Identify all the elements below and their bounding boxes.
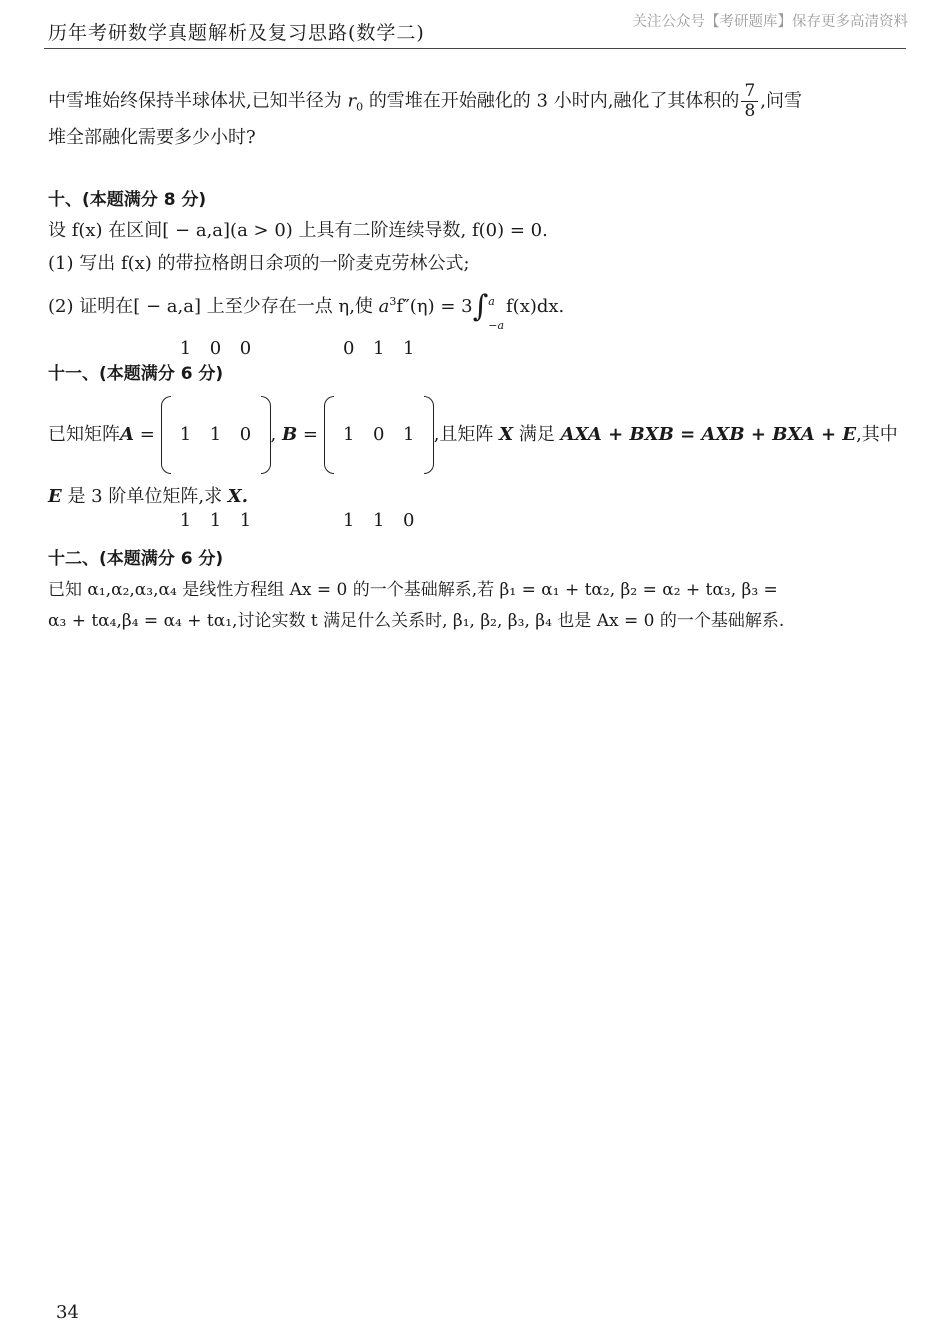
identity-matrix-symbol: E bbox=[48, 486, 62, 507]
matrix-cell: 0 bbox=[342, 338, 355, 359]
matrix-B-symbol: B bbox=[281, 424, 298, 445]
q10-line-3-c: f(x)dx. bbox=[506, 296, 565, 317]
header-watermark: 关注公众号【考研题库】保存更多高清资料 bbox=[632, 14, 908, 30]
q11-text-c: 满足 bbox=[513, 424, 561, 445]
matrix-B bbox=[324, 338, 434, 531]
prev-problem-line-1 bbox=[48, 82, 802, 121]
matrix-cell: 0 bbox=[209, 338, 222, 359]
matrix-cell: 0 bbox=[402, 510, 415, 531]
prev-text-a: 中雪堆始终保持半球体状,已知半径为 bbox=[48, 90, 342, 112]
matrix-B-right-paren bbox=[424, 396, 434, 474]
matrix-cell: 1 bbox=[372, 510, 385, 531]
matrix-cell: 1 bbox=[402, 338, 415, 359]
page-header-title: 历年考研数学真题解析及复习思路(数学二) bbox=[48, 22, 425, 44]
q10-line-1: 设 f(x) 在区间[ − a,a](a > 0) 上具有二阶连续导数, f(0) = 0. bbox=[48, 220, 548, 241]
integral-limits bbox=[488, 290, 505, 332]
fraction-seven-eighths bbox=[741, 82, 758, 121]
prev-problem-line-2: 堆全部融化需要多少小时? bbox=[48, 127, 256, 148]
prev-text-b: 的雪堆在开始融化的 3 小时内,融化了其体积的 bbox=[368, 90, 740, 112]
q11-heading: 十一、(本题满分 6 分) bbox=[48, 364, 224, 384]
q11-line-2-text: 是 3 阶单位矩阵,求 bbox=[61, 486, 228, 507]
fraction-denominator: 8 bbox=[744, 101, 756, 121]
radius-symbol: r bbox=[347, 90, 357, 112]
matrix-cell: 0 bbox=[372, 424, 385, 445]
q10-line-3 bbox=[48, 289, 565, 332]
unknown-matrix-X: X. bbox=[227, 486, 249, 507]
matrix-X-symbol: X bbox=[499, 424, 514, 445]
integral-sign: ∫ bbox=[472, 289, 489, 324]
matrix-B-left-paren bbox=[324, 396, 334, 474]
integral-lower-limit: −a bbox=[488, 319, 505, 332]
header-rule bbox=[44, 48, 906, 49]
matrix-A-symbol: A bbox=[120, 424, 134, 445]
q12-heading: 十二、(本题满分 6 分) bbox=[48, 549, 224, 569]
q11-text-b: ,且矩阵 bbox=[433, 424, 500, 445]
matrix-equation: AXA + BXB = AXB + BXA + E bbox=[560, 424, 857, 445]
matrix-cell: 1 bbox=[372, 338, 385, 359]
matrix-cell: 1 bbox=[179, 338, 192, 359]
matrix-cell: 1 bbox=[179, 424, 192, 445]
matrix-cell: 1 bbox=[209, 424, 222, 445]
radius-subscript: 0 bbox=[356, 100, 364, 114]
matrix-cell: 1 bbox=[179, 510, 192, 531]
matrix-cell: 1 bbox=[342, 424, 355, 445]
q11-line-2 bbox=[48, 485, 248, 509]
q12-line-1: 已知 α₁,α₂,α₃,α₄ 是线性方程组 Ax = 0 的一个基础解系,若 β₁ = α₁ + tα₂, β₂ = α₂ + tα₃, β₃ = bbox=[48, 580, 778, 600]
matrix-A-right-paren bbox=[261, 396, 271, 474]
matrix-cell: 1 bbox=[209, 510, 222, 531]
matrix-cell: 1 bbox=[239, 510, 252, 531]
q10-heading: 十、(本题满分 8 分) bbox=[48, 190, 207, 210]
page-number: 34 bbox=[56, 1302, 79, 1323]
q11-eq-2: = bbox=[297, 424, 324, 445]
q11-comma: , bbox=[270, 424, 282, 445]
a-cubed-exponent: 3 bbox=[389, 295, 397, 308]
q11-text-a: 已知矩阵 bbox=[48, 424, 120, 445]
integral-upper-limit: a bbox=[488, 295, 495, 308]
matrix-cell: 1 bbox=[342, 510, 355, 531]
matrix-cell: 0 bbox=[239, 424, 252, 445]
q12-line-2: α₃ + tα₄,β₄ = α₄ + tα₁,讨论实数 t 满足什么关系时, β₁, β₂, β₃, β₄ 也是 Ax = 0 的一个基础解系. bbox=[48, 611, 785, 631]
q11-text-d: ,其中 bbox=[856, 424, 898, 445]
q10-line-3-b: f″(η) = 3 bbox=[396, 296, 473, 317]
matrix-A-entries bbox=[171, 306, 261, 564]
matrix-cell: 0 bbox=[239, 338, 252, 359]
a-cubed-base: a bbox=[378, 296, 390, 317]
q10-line-2: (1) 写出 f(x) 的带拉格朗日余项的一阶麦克劳林公式; bbox=[48, 253, 470, 274]
matrix-B-entries bbox=[334, 306, 424, 564]
fraction-numerator: 7 bbox=[741, 82, 758, 102]
matrix-A-left-paren bbox=[161, 396, 171, 474]
prev-text-c: ,问雪 bbox=[760, 90, 802, 112]
q10-line-3-a: (2) 证明在[ − a,a] 上至少存在一点 η,使 bbox=[48, 296, 379, 317]
matrix-cell: 1 bbox=[402, 424, 415, 445]
integral bbox=[472, 289, 506, 332]
q11-eq-1: = bbox=[133, 424, 161, 445]
matrix-A bbox=[161, 338, 271, 531]
